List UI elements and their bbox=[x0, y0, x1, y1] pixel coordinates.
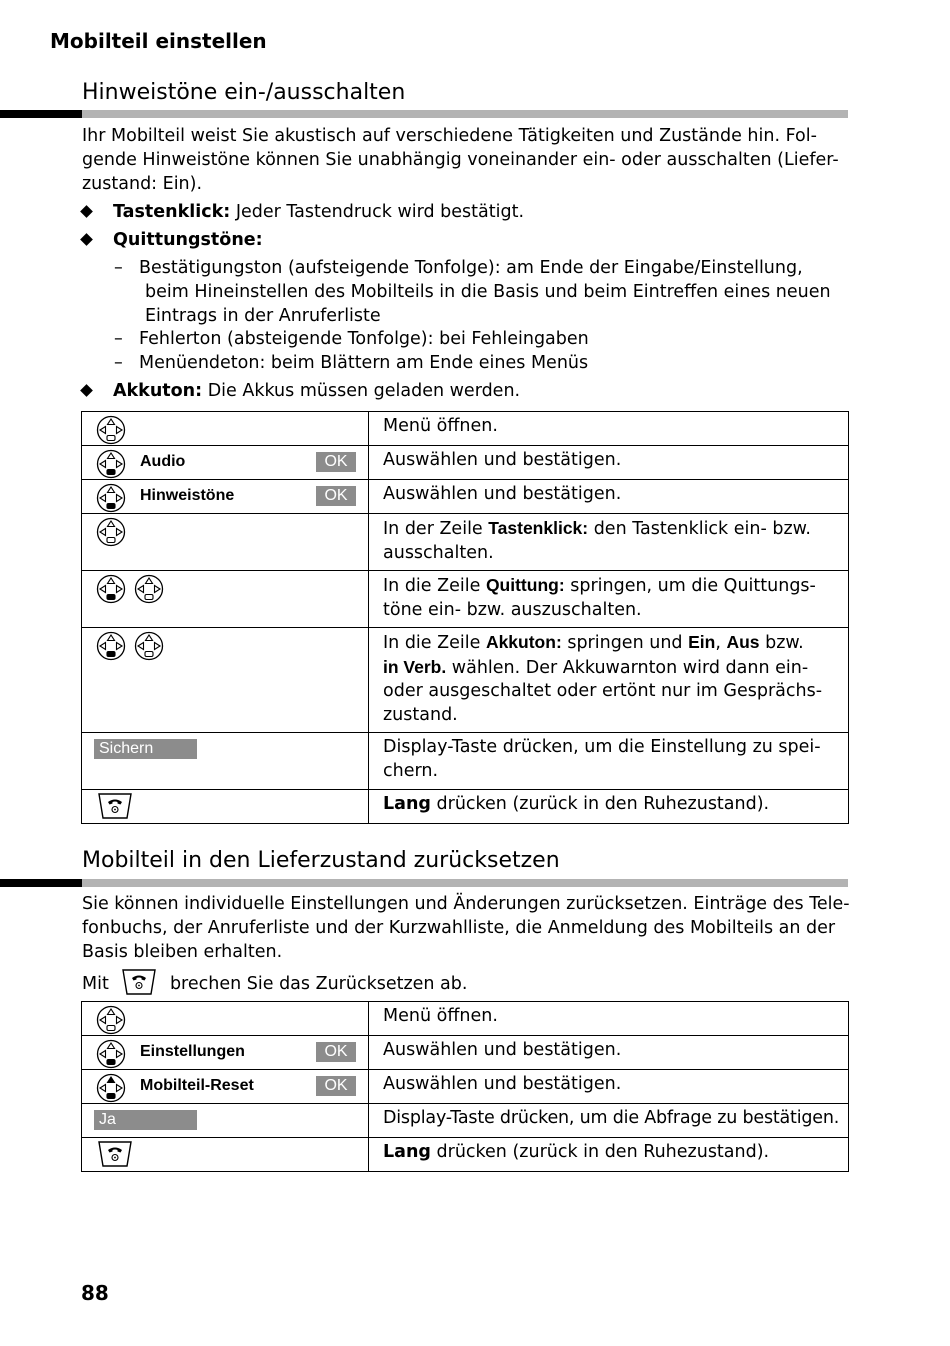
intro-paragraph bbox=[82, 124, 850, 196]
intro-line: Ihr Mobilteil weist Sie akustisch auf verschiedene Tätigkeiten und Zustände hin. Fol- bbox=[82, 126, 817, 146]
step-description: Menü öffnen. bbox=[369, 1002, 849, 1036]
step-row bbox=[82, 571, 849, 628]
page-number: 88 bbox=[81, 1281, 109, 1305]
control-key-icon bbox=[134, 574, 164, 604]
step-description: Lang drücken (zurück in den Ruhezustand). bbox=[369, 790, 849, 824]
control-key-icon bbox=[96, 1005, 126, 1035]
step-description: In der Zeile Tastenklick: den Tastenklick ein- bzw. ausschalten. bbox=[369, 514, 849, 571]
control-key-updown-icon bbox=[96, 1073, 126, 1103]
menu-item-handset-reset: Mobilteil-Reset bbox=[140, 1077, 254, 1094]
intro-line: fonbuchs, der Anruferliste und der Kurzwahlliste, die Anmeldung des Mobilteils an der bbox=[82, 918, 836, 938]
control-key-icon bbox=[96, 415, 126, 445]
menu-item-audio: Audio bbox=[140, 453, 186, 470]
step-description: Lang drücken (zurück in den Ruhezustand). bbox=[369, 1138, 849, 1172]
cancel-instruction: Mit brechen Sie das Zurücksetzen ab. bbox=[82, 968, 850, 996]
step-description: Menü öffnen. bbox=[369, 412, 849, 446]
step-description: Auswählen und bestätigen. bbox=[369, 446, 849, 480]
step-description: Auswählen und bestätigen. bbox=[369, 1036, 849, 1070]
dash-marker: – bbox=[114, 353, 123, 373]
section-rule bbox=[0, 879, 848, 887]
step-description: Auswählen und bestätigen. bbox=[369, 480, 849, 514]
step-row bbox=[82, 1036, 849, 1070]
step-row bbox=[82, 1002, 849, 1036]
bullet-text: Jeder Tastendruck wird bestätigt. bbox=[230, 202, 525, 222]
diamond-bullet-icon bbox=[80, 233, 93, 246]
control-key-down-icon bbox=[96, 1039, 126, 1069]
end-call-key-icon bbox=[97, 1140, 133, 1168]
step-row bbox=[82, 412, 849, 446]
diamond-bullet-icon bbox=[80, 384, 93, 397]
section-rule bbox=[0, 110, 848, 118]
step-description: Auswählen und bestätigen. bbox=[369, 1070, 849, 1104]
end-call-key-icon bbox=[97, 792, 133, 820]
sub-item-line: beim Hineinstellen des Mobilteils in die Basis und beim Eintreffen eines neuen bbox=[145, 282, 831, 302]
dash-marker: – bbox=[114, 329, 123, 349]
step-row bbox=[82, 1138, 849, 1172]
intro-line: gende Hinweistöne können Sie unabhängig voneinander ein- oder ausschalten (Liefer- bbox=[82, 150, 839, 170]
bullet-term: Quittungstöne: bbox=[113, 230, 263, 250]
steps-table-tones bbox=[81, 411, 849, 824]
step-description: In die Zeile Akkuton: springen und Ein, Aus bzw. in Verb. wählen. Der Akkuwarnton wird dann ein- oder ausgeschaltet oder ertönt nur im Gesprächs- zustand. bbox=[369, 628, 849, 733]
menu-item-settings: Einstellungen bbox=[140, 1043, 245, 1060]
menu-item-notification-tones: Hinweistöne bbox=[140, 487, 235, 504]
control-key-icon bbox=[96, 517, 126, 547]
sub-item-line: Menüendeton: beim Blättern am Ende eines Menüs bbox=[139, 353, 589, 373]
step-row bbox=[82, 514, 849, 571]
display-key-save: Sichern bbox=[94, 739, 197, 759]
intro-paragraph bbox=[82, 892, 850, 964]
step-description: Display-Taste drücken, um die Abfrage zu bestätigen. bbox=[369, 1104, 849, 1138]
end-call-key-icon bbox=[114, 968, 164, 996]
control-key-down-icon bbox=[96, 574, 126, 604]
intro-line: Basis bleiben erhalten. bbox=[82, 942, 283, 962]
control-key-down-icon bbox=[96, 631, 126, 661]
step-description: In die Zeile Quittung: springen, um die Quittungs- töne ein- bzw. auszuschalten. bbox=[369, 571, 849, 628]
step-row bbox=[82, 733, 849, 790]
section-title-factory-reset: Mobilteil in den Lieferzustand zurücksetzen bbox=[82, 848, 560, 873]
sub-item-line: Bestätigungston (aufsteigende Tonfolge): am Ende der Eingabe/Einstellung, bbox=[139, 258, 803, 278]
step-row bbox=[82, 628, 849, 733]
ok-key: OK bbox=[316, 486, 356, 506]
control-key-icon bbox=[134, 631, 164, 661]
step-description: Display-Taste drücken, um die Einstellung zu spei- chern. bbox=[369, 733, 849, 790]
steps-table-reset bbox=[81, 1001, 849, 1172]
control-key-down-icon bbox=[96, 449, 126, 479]
step-row bbox=[82, 480, 849, 514]
step-row bbox=[82, 1104, 849, 1138]
sub-item-line: Eintrags in der Anruferliste bbox=[145, 306, 381, 326]
sub-item-line: Fehlerton (absteigende Tonfolge): bei Fehleingaben bbox=[139, 329, 589, 349]
intro-line: Sie können individuelle Einstellungen und Änderungen zurücksetzen. Einträge des Tele- bbox=[82, 894, 850, 914]
control-key-down-icon bbox=[96, 483, 126, 513]
step-row bbox=[82, 790, 849, 824]
step-row bbox=[82, 1070, 849, 1104]
section-title-notification-tones: Hinweistöne ein-/ausschalten bbox=[82, 80, 406, 105]
diamond-bullet-icon bbox=[80, 205, 93, 218]
ok-key: OK bbox=[316, 452, 356, 472]
bullet-text: Die Akkus müssen geladen werden. bbox=[202, 381, 521, 401]
bullet-term: Akkuton: bbox=[113, 381, 203, 401]
intro-line: zustand: Ein). bbox=[82, 174, 203, 194]
ok-key: OK bbox=[316, 1076, 356, 1096]
bullet-term: Tastenklick: bbox=[113, 202, 231, 222]
display-key-yes: Ja bbox=[94, 1110, 197, 1130]
step-row bbox=[82, 446, 849, 480]
dash-marker: – bbox=[114, 258, 123, 278]
ok-key: OK bbox=[316, 1042, 356, 1062]
page-header: Mobilteil einstellen bbox=[50, 29, 267, 53]
